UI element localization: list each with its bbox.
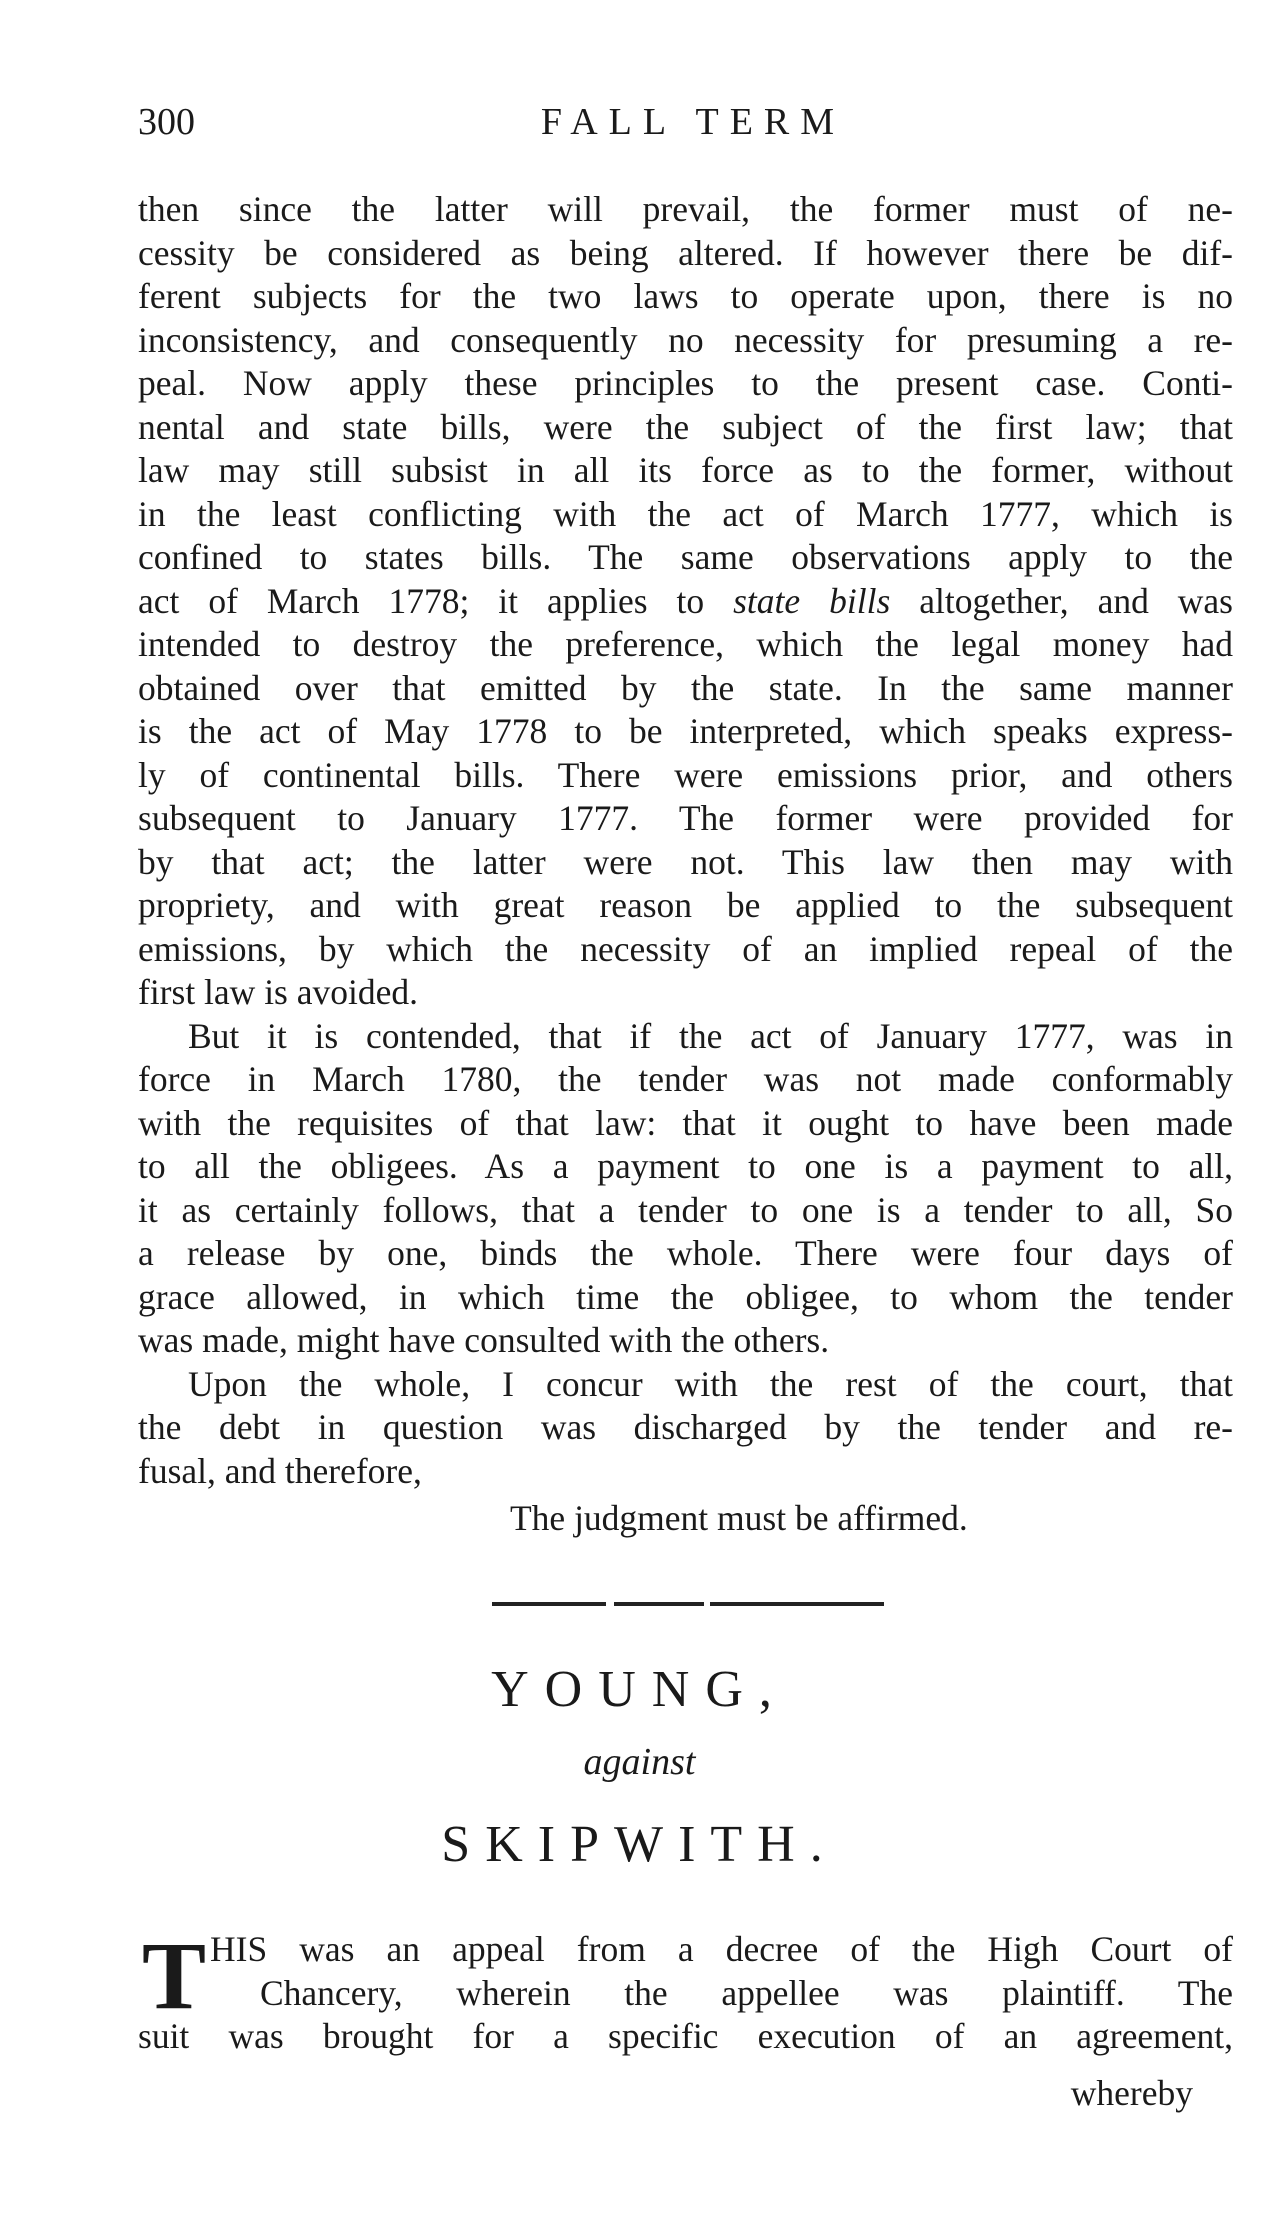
plaintiff-name: YOUNG, — [491, 1661, 788, 1718]
text-line: inconsistency, and consequently no necessity for presuming a re- — [138, 319, 1233, 360]
italic-phrase: state bills — [733, 580, 891, 621]
page-number: 300 — [138, 101, 195, 143]
text-line: a release by one, binds the whole. There were four days of — [138, 1233, 1233, 1273]
paragraph — [138, 1363, 1233, 1494]
case-opening — [138, 1922, 1233, 2059]
text-line: ferent subjects for the two laws to operate upon, there is no — [138, 276, 1233, 316]
text-line: in the least conflicting with the act of March 1777, which is — [138, 493, 1233, 534]
text-line: ly of continental bills. There were emissions prior, and others — [138, 754, 1233, 795]
text-line: suit was brought for a specific execution of an agreement, — [138, 2016, 1233, 2056]
text-line: Chancery, wherein the appellee was plaintiff. The — [260, 1972, 1233, 2013]
running-head — [138, 100, 1248, 160]
text-line: by that act; the latter were not. This law then may with — [138, 841, 1233, 882]
case-versus: against — [583, 1741, 696, 1783]
text-line: intended to destroy the preference, which the legal money had — [138, 624, 1233, 664]
text-line: grace allowed, in which time the obligee, to whom the tender — [138, 1276, 1233, 1317]
text-line: with the requisites of that law: that it ought to have been made — [138, 1102, 1233, 1143]
rule-segment — [492, 1602, 606, 1606]
text-line: it as certainly follows, that a tender to one is a tender to all, So — [138, 1189, 1233, 1230]
text-line: to all the obligees. As a payment to one is a payment to all, — [138, 1146, 1233, 1186]
text-line: law may still subsist in all its force as to the former, without — [138, 450, 1233, 490]
text-line: emissions, by which the necessity of an implied repeal of the — [138, 928, 1233, 969]
text-line: act of March 1778; it applies to state bills altogether, and was — [138, 580, 1234, 621]
text-line: HIS was an appeal from a decree of the High Court of — [210, 1929, 1233, 1969]
judgment-line: The judgment must be affirmed. — [510, 1498, 968, 1538]
rule-segment — [614, 1602, 704, 1606]
text-line: first law is avoided. — [138, 972, 418, 1012]
text-line: force in March 1780, the tender was not made conformably — [138, 1059, 1233, 1099]
text-line: is the act of May 1778 to be interpreted, which speaks express- — [138, 711, 1233, 751]
text-line: nental and state bills, were the subject of the first law; that — [138, 406, 1233, 447]
opinion-text — [138, 188, 1233, 1541]
case-party-plaintiff — [0, 1660, 1279, 1719]
section-divider — [492, 1600, 884, 1608]
paragraph — [138, 188, 1233, 1015]
catchword: whereby — [1070, 2073, 1193, 2113]
text-line: Upon the whole, I concur with the rest of the court, that — [188, 1363, 1233, 1404]
text-line: then since the latter will prevail, the former must of ne- — [138, 189, 1233, 229]
case-party-defendant: SKIPWITH. — [441, 1816, 838, 1873]
running-title: FALL TERM — [540, 101, 846, 143]
drop-cap: T — [142, 1922, 207, 2029]
text-line: obtained over that emitted by the state. In the same manner — [138, 667, 1233, 708]
text-line: But it is contended, that if the act of January 1777, was in — [188, 1015, 1233, 1056]
text-line: confined to states bills. The same observations apply to the — [138, 537, 1233, 577]
text-line: fusal, and therefore, — [138, 1450, 422, 1491]
text-line: subsequent to January 1777. The former were provided for — [138, 798, 1233, 838]
text-line: was made, might have consulted with the others. — [138, 1320, 830, 1360]
text-line: cessity be considered as being altered. If however there be dif- — [138, 232, 1233, 273]
text-line: the debt in question was discharged by the tender and re- — [138, 1407, 1233, 1447]
text-line: propriety, and with great reason be applied to the subsequent — [138, 885, 1233, 925]
text-line: peal. Now apply these principles to the present case. Conti- — [138, 363, 1233, 403]
paragraph — [138, 1015, 1233, 1363]
rule-segment — [710, 1602, 884, 1606]
